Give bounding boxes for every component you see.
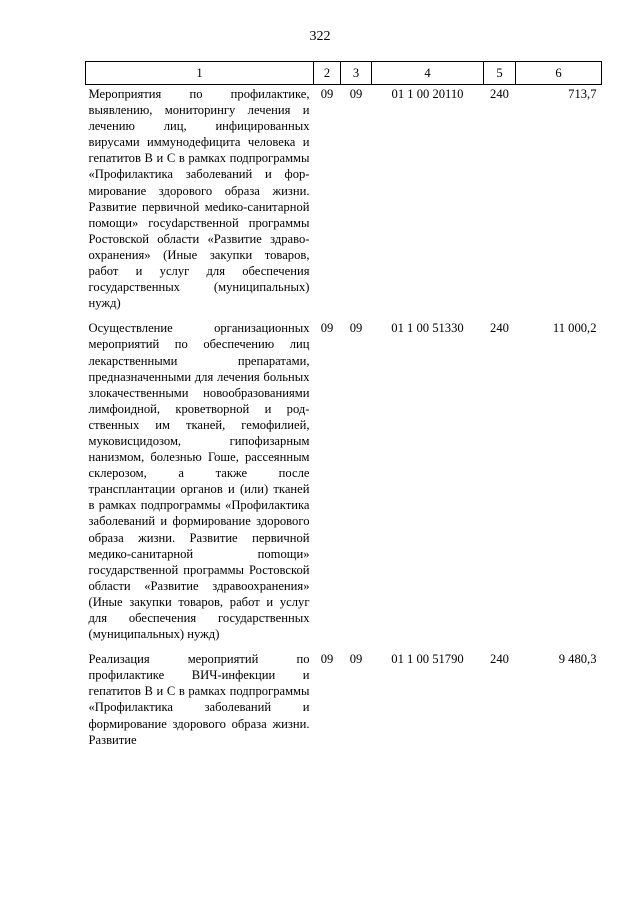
- row-expense-type: 240: [490, 321, 509, 336]
- table-row: [86, 85, 602, 320]
- header-col-2: 2: [314, 62, 341, 85]
- header-col-5: 5: [484, 62, 516, 85]
- table-header-row: [86, 62, 602, 85]
- row-description: Реализация мероприятий по профилактике ВИЧ-инфекции и гепатитов В и С в рамках подпрограммы «Профилактика заболеваний и формирование здорового образа жизни. Развитие: [88, 652, 310, 747]
- row-section: 09: [320, 652, 334, 667]
- row-target-code: 01 1 00 51790: [391, 652, 464, 667]
- row-amount: 9 480,3: [558, 652, 597, 667]
- row-subsection: 09: [349, 87, 363, 101]
- page-number: 322: [309, 29, 331, 44]
- row-amount: 713,7: [568, 87, 597, 101]
- row-section: 09: [320, 87, 334, 101]
- header-col-1: 1: [86, 62, 314, 85]
- row-subsection: 09: [349, 321, 363, 336]
- row-target-code: 01 1 00 51330: [391, 321, 464, 336]
- header-col-6: 6: [516, 62, 602, 85]
- row-target-code: 01 1 00 20110: [391, 87, 464, 101]
- row-expense-type: 240: [490, 87, 509, 101]
- header-col-4: 4: [372, 62, 484, 85]
- row-section: 09: [320, 321, 334, 336]
- row-description: Осуществление организационных мероприятий по обеспечению лиц лекарственными препаратами, предназначенными для лечения больных злокачественными новообразованиями лимфоидной, кроветворной и родственных им тканей, гемофилией, муковисцидозом, гипофизарным нанизмом, болезнью Гоше, рассеянным склерозом, а также после трансплантации органов и (или) тканей в рамках подпрограммы «Профилактика заболеваний и формирование здорового образа жизни. Развитие первичной медико-санитарной поmощи» государственной программы Ростовской области «Развитие здравоохранения» (Иные закупки товаров, работ и услуг для обеспечения государственных (муниципальных) нужд): [88, 321, 310, 642]
- row-subsection: 09: [349, 652, 363, 667]
- budget-table: [85, 61, 602, 756]
- row-expense-type: 240: [490, 652, 509, 667]
- row-description: Мероприятия по профилактике, выявлению, мониторингу лечения и лечению лиц, инфицированных вирусами иммунодефицита человека и гепатитов В и С в рамках подпрограммы «Профилактика заболеваний и формирование здорового образа жизни. Развитие первичной меdико-санитарной помощи» госуdарственной программы Ростовской области «Развитие здравоохранения» (Иные закупки товаров, работ и услуг для обеспечения государственных (муниципальных) нужд): [88, 87, 310, 311]
- header-col-3: 3: [341, 62, 372, 85]
- table-row: [86, 319, 602, 650]
- row-amount: 11 000,2: [552, 321, 597, 336]
- table-row: [86, 650, 602, 756]
